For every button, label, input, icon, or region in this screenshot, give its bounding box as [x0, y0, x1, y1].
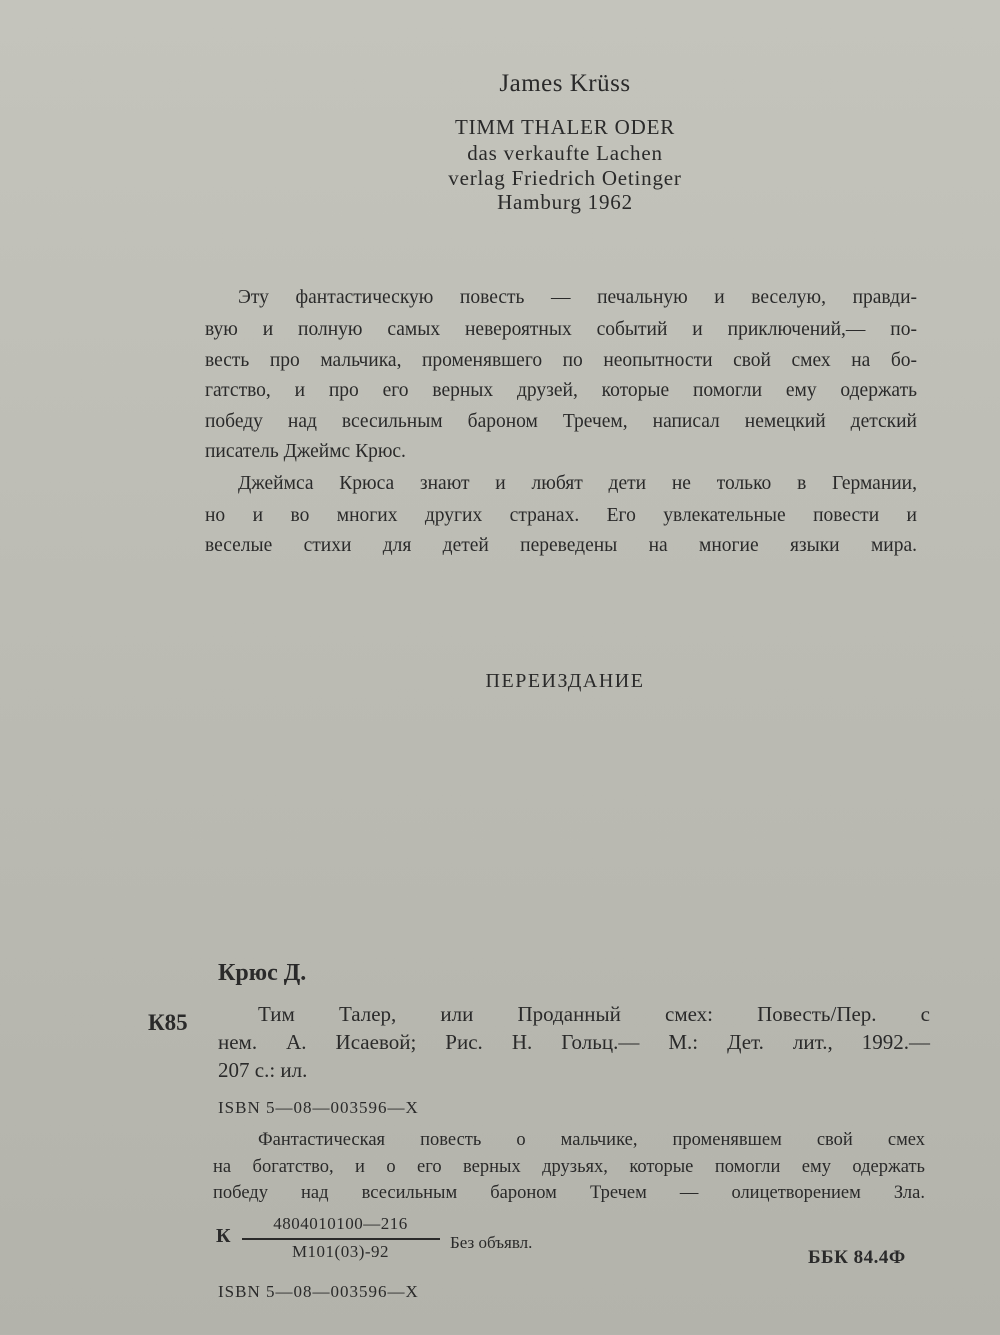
summary-line: гатство, и про его верных друзей, которые помогли ему одержать: [205, 380, 917, 401]
code-fraction-bar: [242, 1238, 440, 1240]
catalog-description-line: Тим Талер, или Проданный смех: Повесть/Пер. с: [258, 1002, 930, 1026]
catalog-description-line: 207 с.: ил.: [218, 1058, 308, 1082]
annotation-line: Фантастическая повесть о мальчике, променявшем свой смех: [258, 1130, 925, 1150]
catalog-author-heading: Крюс Д.: [218, 960, 307, 986]
isbn-bottom: ISBN 5—08—003596—X: [218, 1282, 419, 1301]
summary-line: весть про мальчика, променявшего по неопытности свой смех на бо-: [205, 350, 917, 371]
original-publisher: verlag Friedrich Oetinger: [448, 166, 682, 190]
summary-line: Джеймса Крюса знают и любят дети не только в Германии,: [238, 473, 917, 494]
summary-line: победу над всесильным бароном Тречем, написал немецкий детский: [205, 411, 917, 432]
summary-line: писатель Джеймс Крюс.: [205, 441, 406, 462]
annotation-line: на богатство, и о его верных друзьях, которые помогли ему одержать: [213, 1157, 925, 1177]
catalog-isbn: ISBN 5—08—003596—X: [218, 1098, 419, 1117]
code-denominator: М101(03)-92: [291, 1242, 390, 1261]
bbk-code: ББК 84.4Ф: [808, 1247, 906, 1268]
summary-line: но и во многих других странах. Его увлекательные повести и: [205, 505, 917, 526]
summary-line: Эту фантастическую повесть — печальную и веселую, правди-: [238, 287, 917, 308]
summary-line: веселые стихи для детей переведены на многие языки мира.: [205, 535, 917, 556]
annotation-line: победу над всесильным бароном Тречем — олицетворением Зла.: [213, 1183, 925, 1203]
code-numerator: 4804010100—216: [273, 1214, 408, 1233]
no-ad-note: Без объявл.: [450, 1233, 533, 1252]
code-letter: К: [216, 1225, 231, 1247]
catalog-index-code: К85: [148, 1010, 188, 1035]
original-title-line2: das verkaufte Lachen: [467, 141, 663, 165]
catalog-description-line: нем. А. Исаевой; Рис. Н. Гольц.— М.: Дет. лит., 1992.—: [218, 1030, 930, 1054]
summary-line: вую и полную самых невероятных событий и приключений,— по-: [205, 319, 917, 340]
original-title-line1: TIMM THALER ODER: [454, 115, 676, 139]
original-place-year: Hamburg 1962: [497, 190, 633, 214]
original-author: James Krüss: [499, 70, 631, 97]
reprint-label: ПЕРЕИЗДАНИЕ: [485, 670, 645, 692]
